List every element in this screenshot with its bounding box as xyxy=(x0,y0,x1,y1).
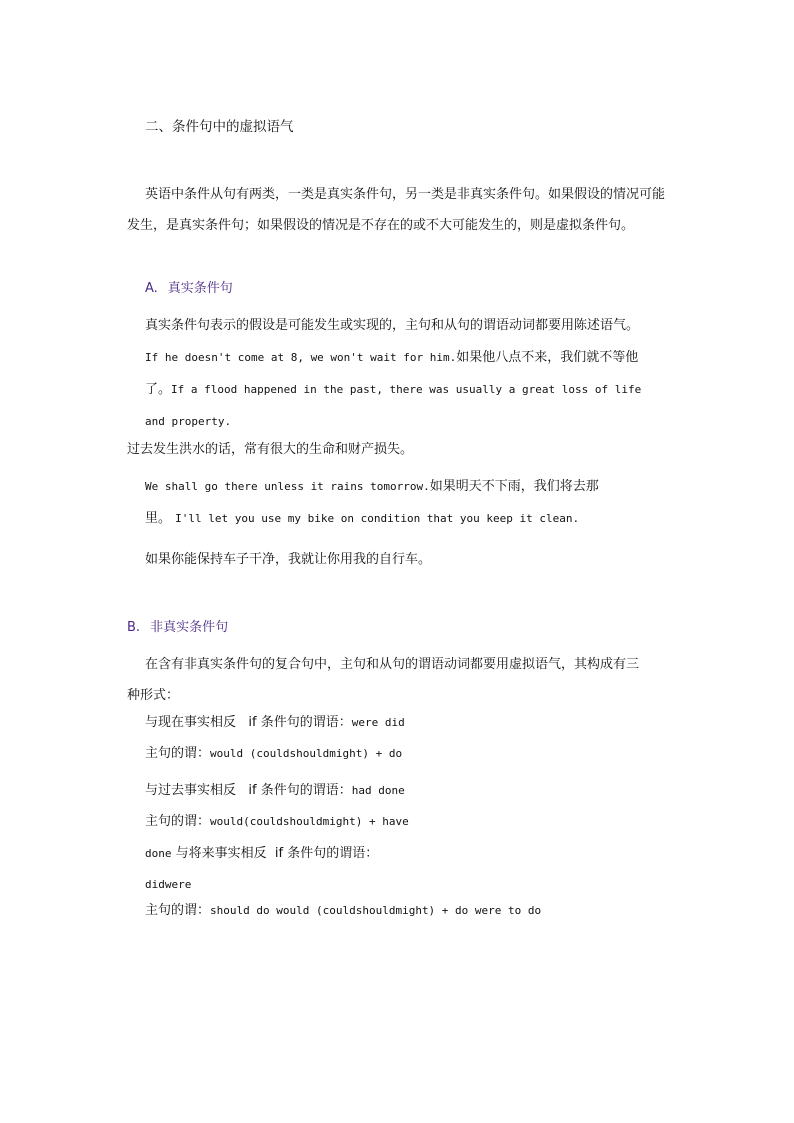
future-if-label: if 条件句的谓语： xyxy=(274,846,379,861)
example-2-chinese: 过去发生洪水的话，常有很大的生命和财产损失。 xyxy=(127,442,414,457)
present-main xyxy=(145,745,402,763)
past-main xyxy=(145,813,409,831)
section-a-description: 真实条件句表示的假设是可能发生或实现的，主句和从句的谓语动词都要用陈述语气。 xyxy=(145,318,640,333)
example-2-english: If a flood happened in the past, there was usually a great loss of life xyxy=(171,383,642,396)
example-3-chinese: 如果明天不下雨，我们将去那 xyxy=(429,479,599,494)
example-2 xyxy=(145,381,641,399)
past-main-value: would(couldshouldmight) + have xyxy=(210,815,409,828)
present-main-value: would (couldshouldmight) + do xyxy=(210,747,403,760)
past-main-label: 主句的谓： xyxy=(145,814,211,829)
section-b-title: 非真实条件句 xyxy=(150,620,229,635)
example-3 xyxy=(145,478,599,496)
past-label: 与过去事实相反 xyxy=(145,783,237,798)
section-a-title: 真实条件句 xyxy=(167,281,233,296)
future-label: 与将来事实相反 xyxy=(175,846,267,861)
section-a-label: A. xyxy=(145,281,158,296)
example-4-chinese: 如果你能保持车子干净，我就让你用我的自行车。 xyxy=(145,552,432,567)
example-3-chinese-end: 里。 xyxy=(145,511,172,526)
present-if-label: if 条件句的谓语： xyxy=(248,715,352,730)
past-if-label: if 条件句的谓语： xyxy=(248,783,352,798)
section-a-heading xyxy=(145,280,233,298)
intro-line-2: 发生，是真实条件句；如果假设的情况是不存在的或不大可能发生的，则是虚拟条件句。 xyxy=(127,218,635,233)
future-main-label: 主句的谓： xyxy=(145,903,211,918)
future-condition xyxy=(145,845,378,863)
example-2-english-end: and property. xyxy=(145,415,232,428)
present-label: 与现在事实相反 xyxy=(145,715,237,730)
past-main-value-end: done xyxy=(145,847,172,860)
example-1-english: If he doesn't come at 8, we won't wait for him. xyxy=(145,351,457,364)
example-3-english: We shall go there unless it rains tomorrow. xyxy=(145,480,430,493)
section-b-description-2: 种形式： xyxy=(127,688,180,703)
intro-line-1: 英语中条件从句有两类，一类是真实条件句，另一类是非真实条件句。如果假设的情况可能 xyxy=(145,187,666,202)
example-4-english: I'll let you use my bike on condition that you keep it clean. xyxy=(175,512,580,525)
section-heading: 二、条件句中的虚拟语气 xyxy=(145,119,294,135)
section-b-label: B. xyxy=(127,620,141,635)
future-if-value: didwere xyxy=(145,878,192,891)
section-b-description-1: 在含有非真实条件句的复合句中，主句和从句的谓语动词都要用虚拟语气，其构成有三 xyxy=(145,657,640,672)
present-if-value: were did xyxy=(351,716,405,729)
example-1-chinese: 如果他八点不来，我们就不等他 xyxy=(456,350,639,365)
present-condition xyxy=(145,714,405,732)
past-if-value: had done xyxy=(351,784,405,797)
present-main-label: 主句的谓： xyxy=(145,746,211,761)
example-1 xyxy=(145,349,638,367)
example-1-chinese-end: 了。 xyxy=(145,382,172,397)
future-main xyxy=(145,902,541,920)
section-b-heading xyxy=(127,619,228,637)
past-condition xyxy=(145,782,405,800)
example-4 xyxy=(145,510,579,528)
future-main-value: should do would (couldshouldmight) + do were to do xyxy=(210,904,542,917)
